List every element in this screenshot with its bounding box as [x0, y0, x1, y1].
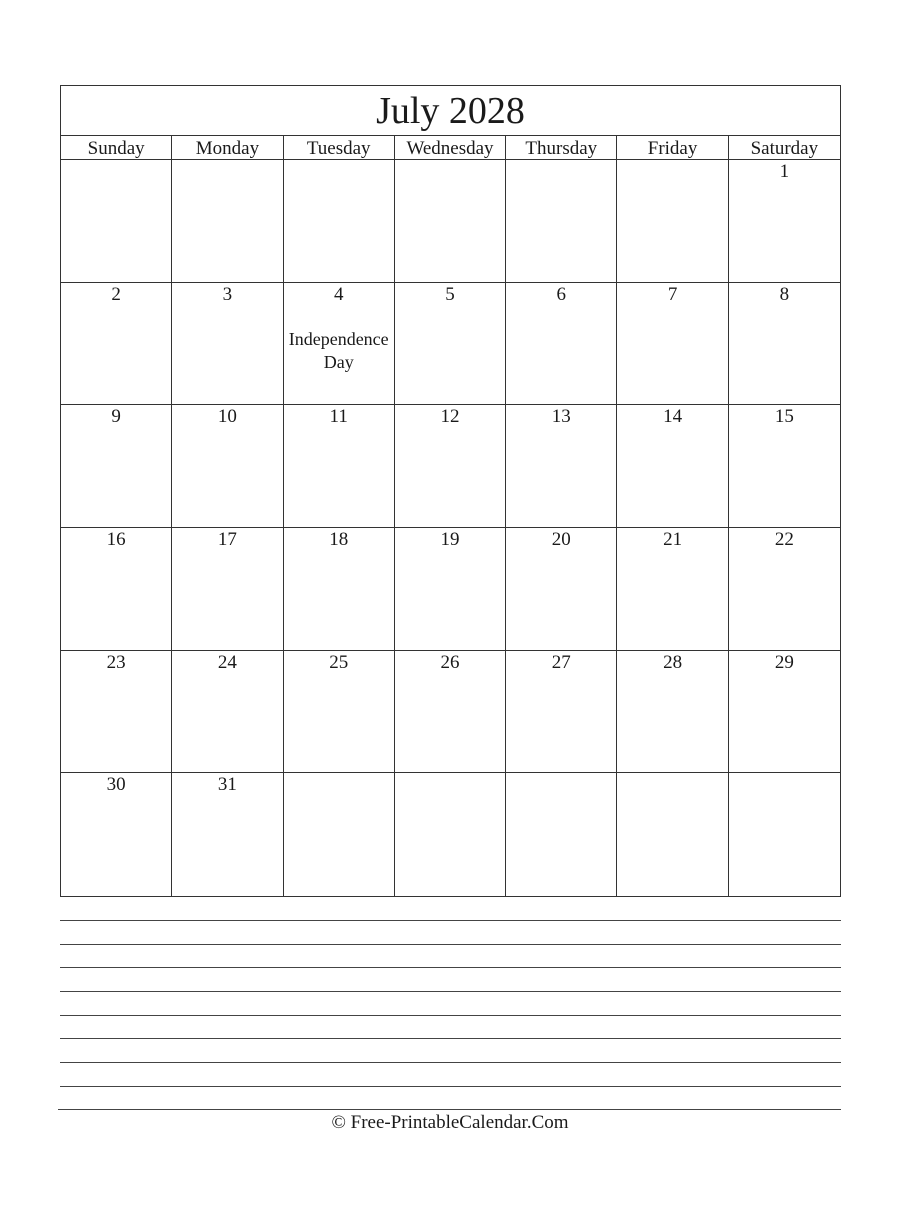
date-number: 29 [774, 651, 794, 673]
date-number: 9 [111, 406, 121, 428]
date-number: 1 [779, 161, 790, 182]
day-cell [284, 773, 395, 896]
day-cell [172, 160, 283, 283]
notes-lines [60, 920, 841, 1110]
date-number [729, 773, 840, 774]
date-number [617, 160, 727, 161]
weekday-header: Monday [172, 136, 283, 159]
day-cell [617, 160, 728, 283]
day-cell [61, 773, 172, 896]
date-number: 23 [106, 651, 126, 673]
date-number: 19 [440, 528, 460, 550]
date-number [61, 160, 171, 161]
date-number: 8 [779, 283, 790, 305]
day-cell [506, 283, 617, 406]
day-cell [395, 405, 506, 528]
date-number: 21 [663, 528, 683, 550]
day-cell [61, 405, 172, 528]
day-cell [617, 651, 728, 774]
footer-credit: © Free-PrintableCalendar.Com [331, 1112, 569, 1133]
day-cell [729, 283, 840, 406]
day-cell [395, 773, 506, 896]
date-number: 3 [222, 283, 233, 305]
date-number: 12 [440, 406, 460, 428]
day-cell [729, 160, 840, 283]
day-cell [506, 651, 617, 774]
day-cell [172, 405, 283, 528]
date-number: 5 [445, 283, 455, 305]
day-cell [729, 773, 840, 896]
weekday-header: Sunday [61, 136, 172, 159]
day-cell [617, 773, 728, 896]
calendar-table [60, 85, 841, 897]
day-cell [61, 651, 172, 774]
date-number [172, 160, 282, 161]
day-cell [506, 528, 617, 651]
date-number: 17 [217, 528, 237, 550]
weekday-header: Wednesday [395, 136, 506, 159]
day-cell [61, 160, 172, 283]
date-number: 27 [551, 651, 571, 673]
date-number: 7 [667, 283, 678, 305]
note-line [60, 1038, 841, 1039]
date-number: 13 [551, 406, 571, 428]
day-cell [395, 651, 506, 774]
calendar-grid [61, 160, 840, 896]
day-cell [61, 528, 172, 651]
day-cell [617, 405, 728, 528]
date-number: 24 [217, 651, 237, 673]
weekday-header: Tuesday [284, 136, 395, 159]
day-cell [61, 283, 172, 406]
weekday-header: Saturday [750, 138, 819, 159]
date-number [617, 773, 727, 774]
day-cell [284, 160, 395, 283]
date-number: 26 [440, 651, 460, 673]
weekday-header: Friday [617, 136, 728, 159]
holiday-label: Independence Day [288, 328, 389, 372]
note-line [60, 991, 841, 992]
date-number [284, 160, 394, 161]
day-cell [395, 283, 506, 406]
note-line [60, 1062, 841, 1063]
note-line [60, 920, 841, 921]
weekday-header: Thursday [506, 136, 617, 159]
weekday-header-row [61, 136, 840, 160]
date-number: 11 [329, 406, 348, 428]
day-cell [172, 773, 283, 896]
note-line [60, 944, 841, 945]
day-cell [284, 405, 395, 528]
day-cell [729, 405, 840, 528]
date-number: 28 [663, 651, 683, 673]
date-number: 22 [774, 528, 794, 550]
date-number: 10 [217, 406, 237, 428]
date-number [395, 773, 505, 774]
day-cell [172, 651, 283, 774]
note-line [60, 1086, 841, 1087]
date-number: 4 [333, 283, 344, 305]
day-cell [617, 528, 728, 651]
date-number: 2 [111, 283, 121, 305]
day-cell [172, 283, 283, 406]
note-line [60, 967, 841, 968]
day-cell [617, 283, 728, 406]
date-number: 20 [551, 528, 571, 550]
date-number [506, 160, 616, 161]
day-cell [506, 405, 617, 528]
note-line [60, 1015, 841, 1016]
day-cell [729, 528, 840, 651]
date-number: 14 [663, 406, 683, 428]
date-number [395, 160, 505, 161]
date-number: 25 [329, 651, 349, 673]
day-cell [506, 773, 617, 896]
date-number: 31 [217, 774, 237, 796]
date-number: 6 [556, 283, 567, 305]
day-cell [506, 160, 617, 283]
date-number: 15 [774, 406, 794, 428]
day-cell [284, 528, 395, 651]
footer-divider [58, 1109, 841, 1110]
day-cell [395, 160, 506, 283]
day-cell [284, 651, 395, 774]
date-number [284, 773, 394, 774]
calendar-title: July 2028 [61, 86, 840, 136]
day-cell [395, 528, 506, 651]
day-cell [729, 651, 840, 774]
date-number: 18 [329, 528, 349, 550]
date-number: 16 [106, 528, 126, 550]
day-cell [172, 528, 283, 651]
day-cell [284, 283, 395, 406]
date-number [506, 773, 616, 774]
date-number: 30 [106, 774, 126, 796]
